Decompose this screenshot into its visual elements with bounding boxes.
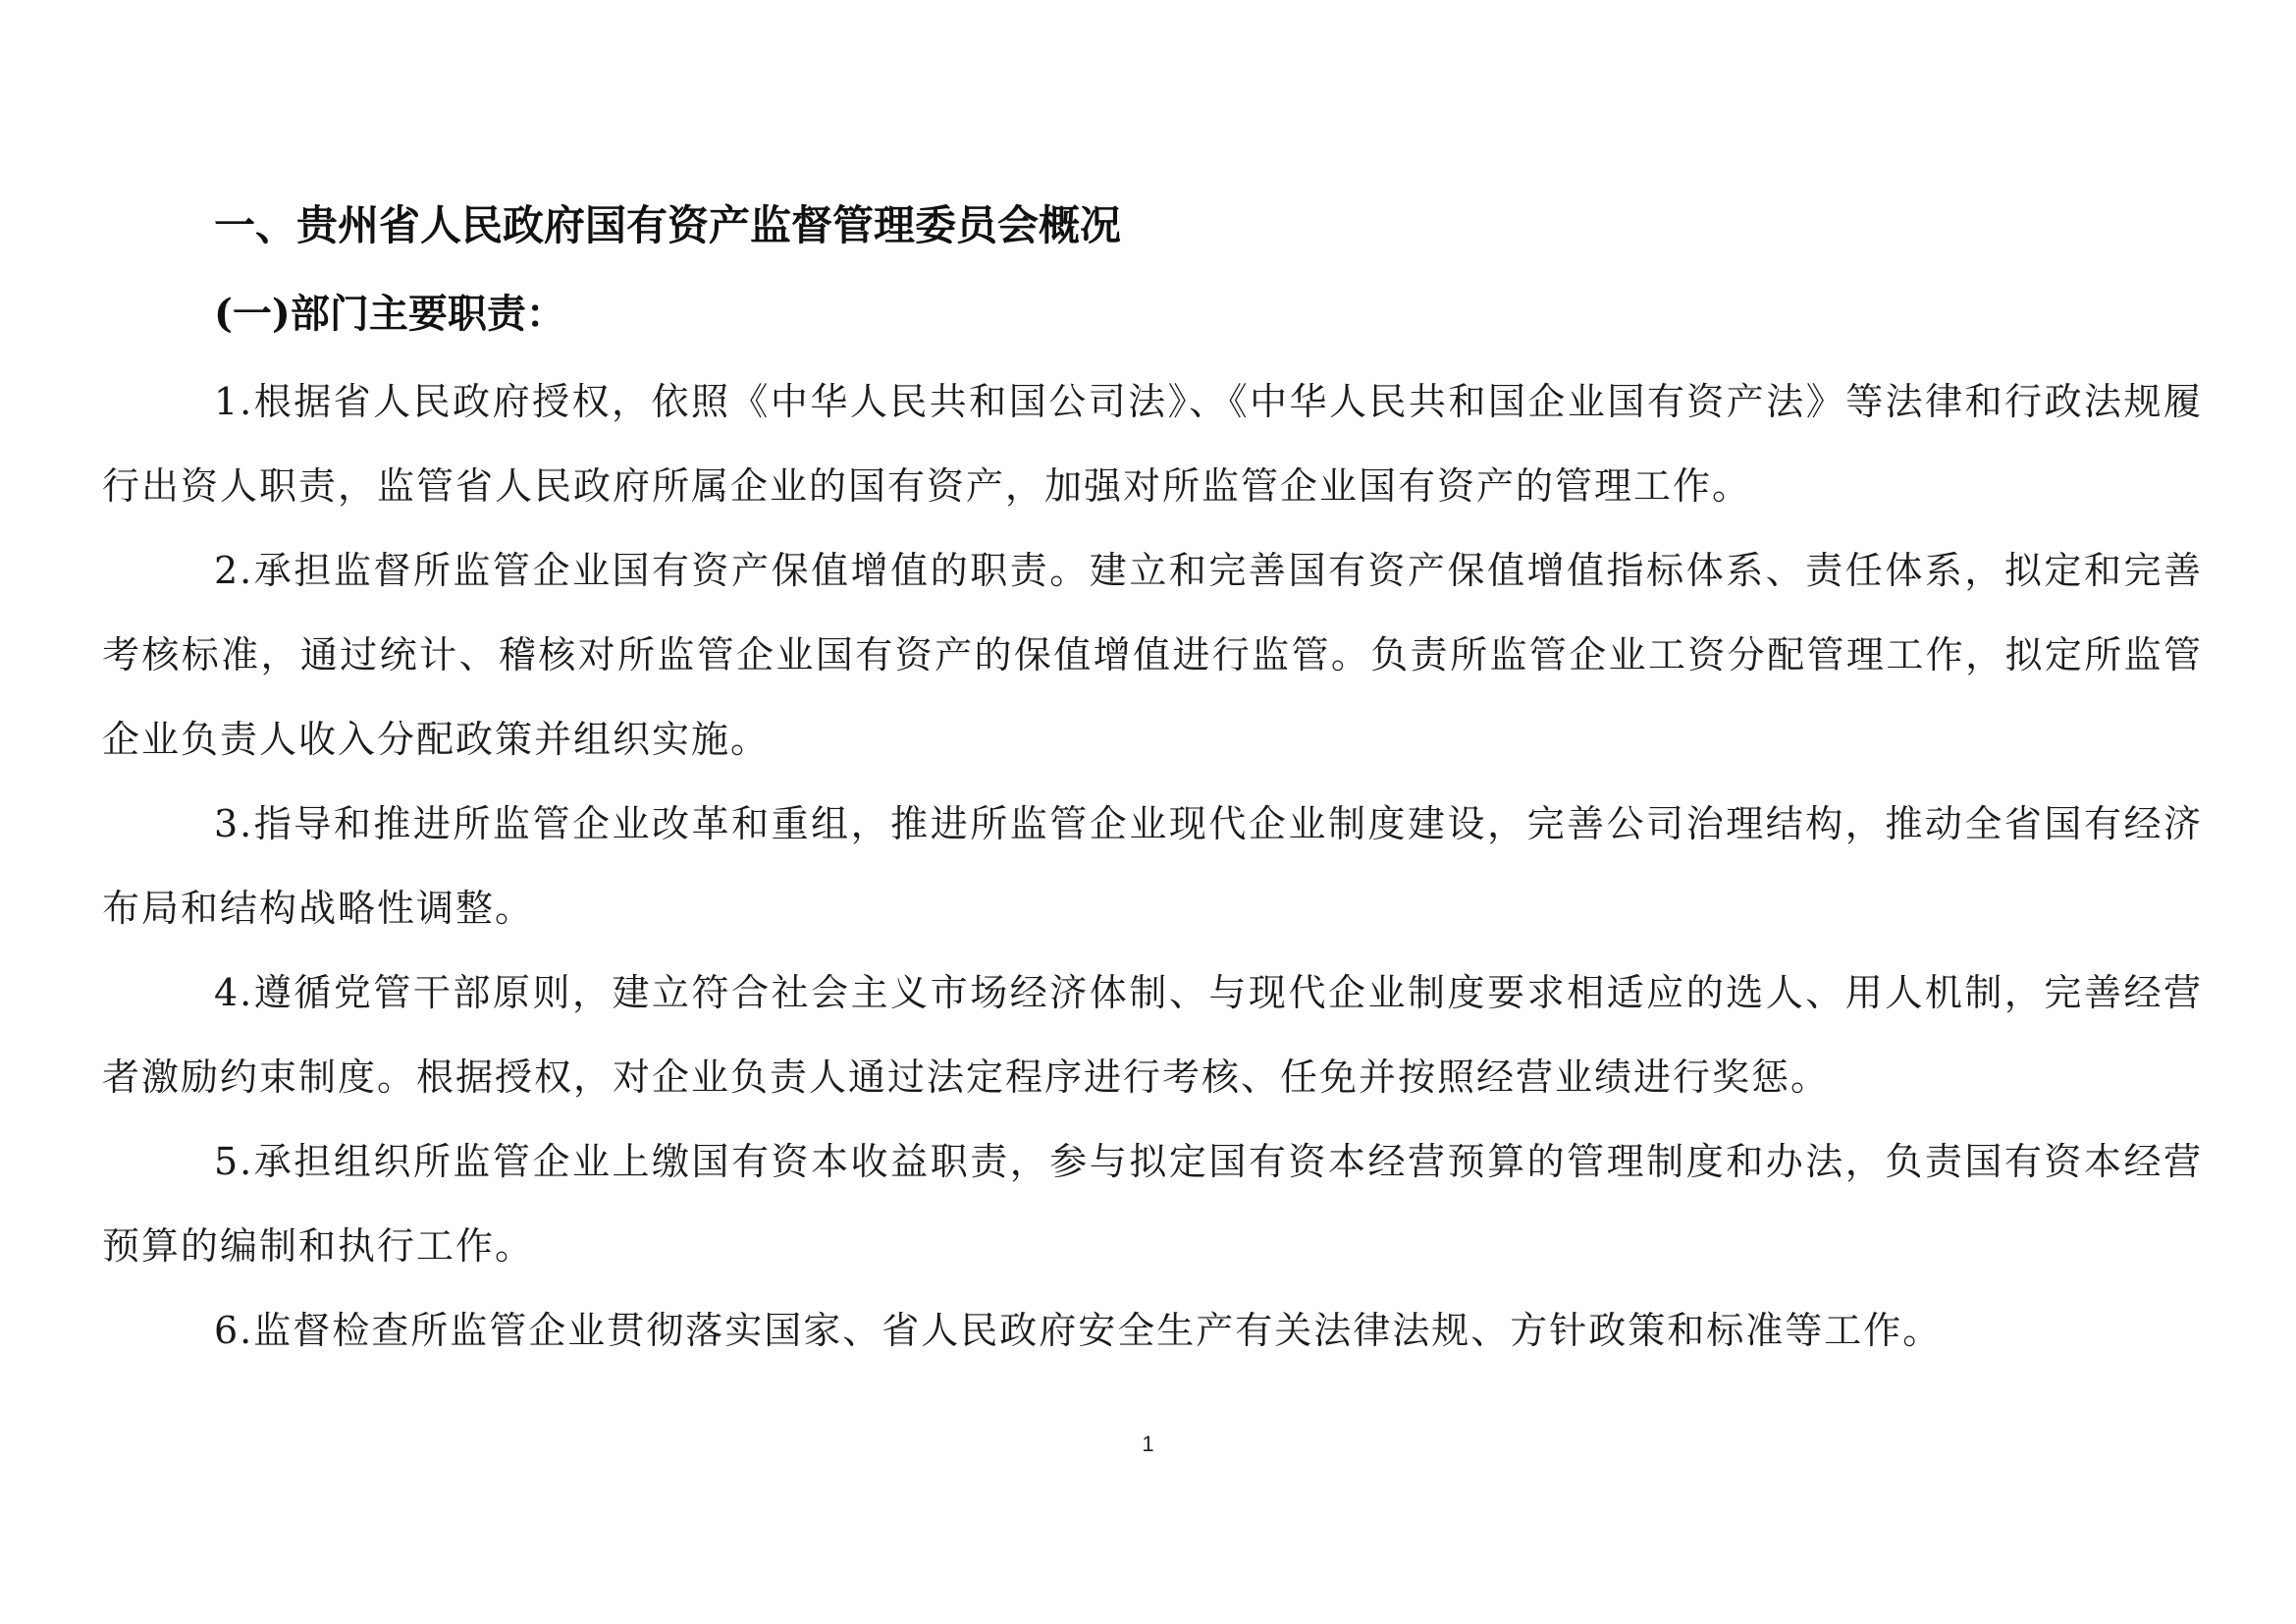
paragraph-duty-1: 1.根据省人民政府授权，依照《中华人民共和国公司法》、《中华人民共和国企业国有资产法》等法律和行政法规履行出资人职责，监管省人民政府所属企业的国有资产，加强对所监管企业国有资产的管理工作。 xyxy=(102,380,2203,508)
paragraph-duty-6: 6.监督检查所监管企业贯彻落实国家、省人民政府安全生产有关法律法规、方针政策和标准等工作。 xyxy=(214,1309,1943,1352)
paragraph-duty-4: 4.遵循党管干部原则，建立符合社会主义市场经济体制、与现代企业制度要求相适应的选人、用人机制，完善经营者激励约束制度。根据授权，对企业负责人通过法定程序进行考核、任免并按照经营业绩进行奖惩。 xyxy=(102,971,2203,1099)
section-heading: 一、贵州省人民政府国有资产监督管理委员会概况 xyxy=(214,201,1122,249)
paragraph-duty-2: 2.承担监督所监管企业国有资产保值增值的职责。建立和完善国有资产保值增值指标体系、责任体系，拟定和完善考核标准，通过统计、稽核对所监管企业国有资产的保值增值进行监管。负责所监管企业工资分配管理工作，拟定所监管企业负责人收入分配政策并组织实施。 xyxy=(102,549,2203,761)
paragraph-duty-5: 5.承担组织所监管企业上缴国有资本收益职责，参与拟定国有资本经营预算的管理制度和办法，负责国有资本经营预算的编制和执行工作。 xyxy=(102,1140,2203,1268)
subsection-heading: (一)部门主要职责： xyxy=(214,291,565,337)
paragraph-duty-3: 3.指导和推进所监管企业改革和重组，推进所监管企业现代企业制度建设，完善公司治理结构，推动全省国有经济布局和结构战略性调整。 xyxy=(102,802,2203,930)
page-number: 1 xyxy=(1142,1432,1154,1456)
